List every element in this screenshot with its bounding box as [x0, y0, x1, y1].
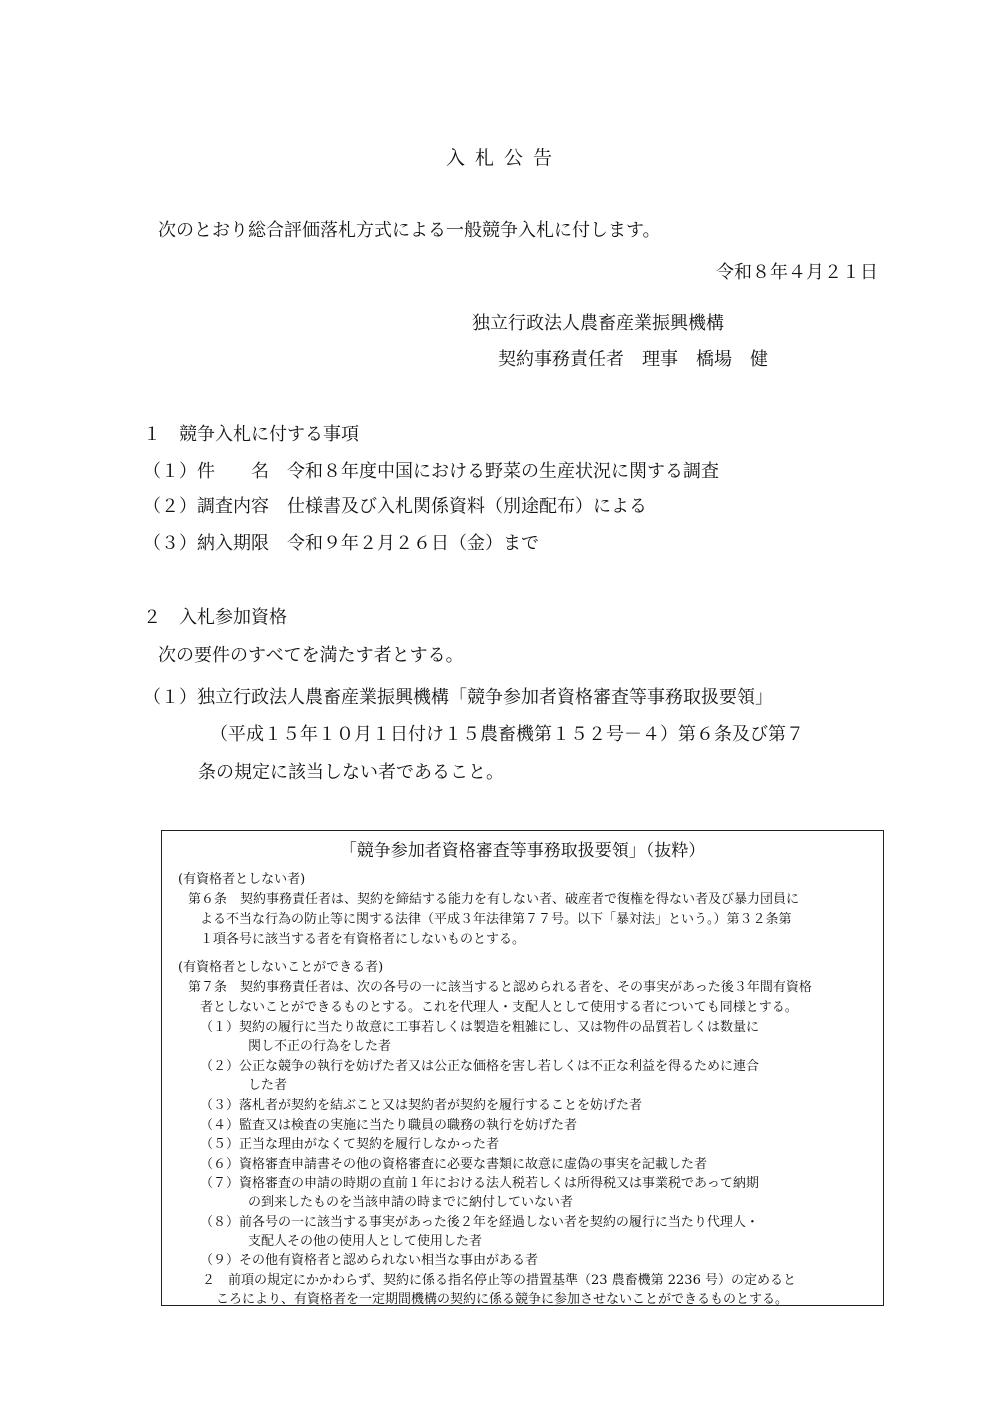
- page-title: 入 札 公 告: [445, 147, 555, 169]
- article7-item: （１）契約の履行に当たり故意に工事若しくは製造を粗雑にし、又は物件の品質若しくは数量に: [200, 1020, 760, 1035]
- article7-item: （７）資格審査の申請の時期の直前１年における法人税若しくは所得税又は事業税であって納期: [200, 1176, 759, 1191]
- section1-item-deadline: （３）納入期限 令和９年２月２６日（金）まで: [143, 533, 539, 554]
- paragraph2-line: ２ 前項の規定にかかわらず、契約に係る指名停止等の措置基準（23 農畜機第 2236 号）の定めると: [202, 1273, 796, 1288]
- article7-item: （３）落札者が契約を結ぶこと又は契約者が契約を履行することを妨げた者: [200, 1098, 643, 1113]
- article7-item: （２）公正な競争の執行を妨げた者又は公正な価格を害し若しくは不正な利益を得るために連合: [200, 1059, 760, 1074]
- article7-line: 者としないことができるものとする。これを代理人・支配人として使用する者についても同様とする。: [200, 1000, 798, 1015]
- section2-item1-line: （平成１５年１０月１日付け１５農畜機第１５２号－４）第６条及び第７: [210, 724, 804, 745]
- section2-lead: 次の要件のすべてを満たす者とする。: [158, 645, 464, 666]
- section2-item1-line: 条の規定に該当しない者であること。: [198, 762, 504, 783]
- article7-heading: (有資格者としないことができる者): [178, 960, 384, 975]
- intro-text: 次のとおり総合評価落札方式による一般競争入札に付します。: [158, 220, 661, 241]
- issuer-officer: 契約事務責任者 理事 橋場 健: [498, 349, 768, 370]
- section1-heading: １ 競争入札に付する事項: [143, 424, 359, 445]
- article7-item: （４）監査又は検査の実施に当たり職員の職務の執行を妨げた者: [200, 1118, 578, 1133]
- article7-item: 関し不正の行為をした者: [248, 1039, 392, 1054]
- section2-heading: ２ 入札参加資格: [143, 607, 287, 628]
- issuer-organization: 独立行政法人農畜産業振興機構: [472, 313, 724, 334]
- article6-line: １項各号に該当する者を有資格者にしないものとする。: [200, 932, 526, 947]
- article6-heading: (有資格者としない者): [178, 872, 306, 887]
- article7-item: （８）前各号の一に該当する事実があった後２年を経過しない者を契約の履行に当たり代理人・: [200, 1215, 759, 1230]
- notice-date: 令和８年４月２１日: [716, 262, 878, 283]
- article7-item: （６）資格審査申請書その他の資格審査に必要な書類に故意に虚偽の事実を記載した者: [200, 1157, 708, 1172]
- article6-line: よる不当な行為の防止等に関する法律（平成３年法律第７７号。以下「暴対法」という。）第３２条第: [200, 912, 792, 927]
- paragraph2-line: ころにより、有資格者を一定期間機構の契約に係る競争に参加させないことができるものとする。: [216, 1292, 789, 1307]
- article7-item: （５）正当な理由がなくて契約を履行しなかった者: [200, 1137, 500, 1152]
- article7-item: （９）その他有資格者と認められない相当な事由がある者: [200, 1253, 539, 1268]
- article7-line: 第７条 契約事務責任者は、次の各号の一に該当すると認められる者を、その事実があった後３年間有資格: [188, 980, 812, 995]
- article7-item: の到来したものを当該申請の時までに納付していない者: [248, 1195, 574, 1210]
- section1-item-content: （２）調査内容 仕様書及び入札関係資料（別途配布）による: [143, 496, 647, 517]
- section2-item1-line: （１）独立行政法人農畜産業振興機構「競争参加者資格審査等事務取扱要領」: [143, 687, 773, 708]
- article7-item: 支配人その他の使用人として使用した者: [248, 1234, 483, 1249]
- excerpt-box: [161, 830, 884, 1306]
- excerpt-title: 「競争参加者資格審査等事務取扱要領」（抜粋）: [339, 841, 706, 861]
- section1-item-name: （１）件 名 令和８年度中国における野菜の生産状況に関する調査: [143, 461, 719, 482]
- article6-line: 第６条 契約事務責任者は、契約を締結する能力を有しない者、破産者で復権を得ない者及び暴力団員に: [188, 892, 800, 907]
- article7-item: した者: [248, 1078, 288, 1093]
